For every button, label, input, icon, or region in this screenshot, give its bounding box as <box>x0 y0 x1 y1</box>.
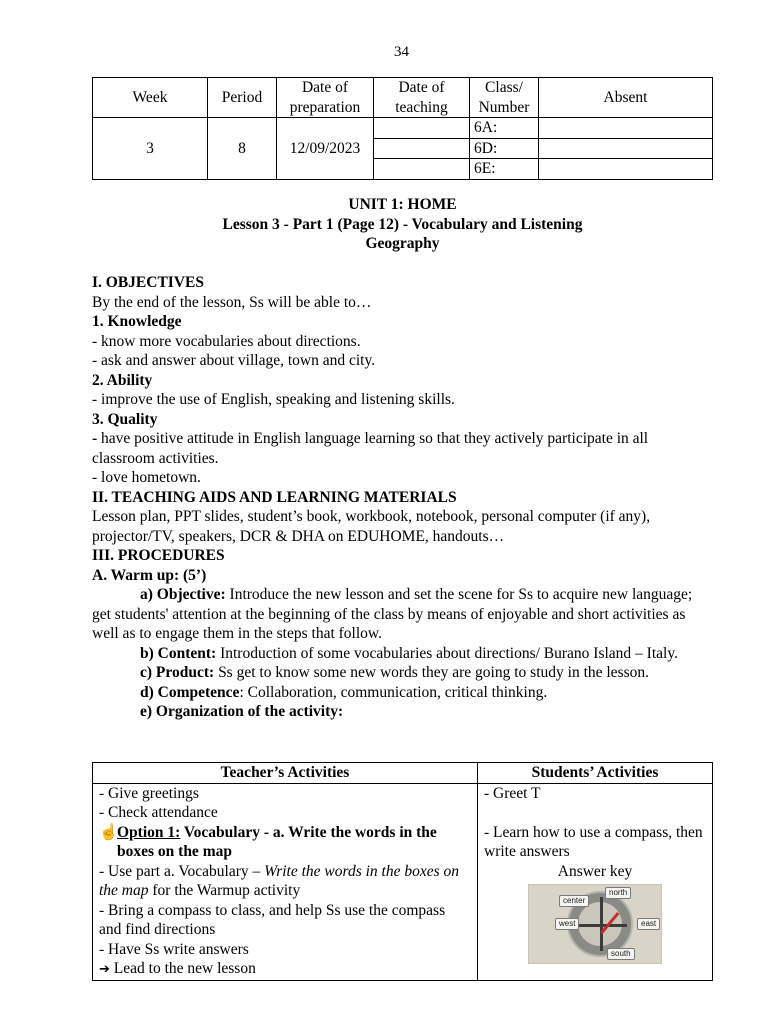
objectives-heading: I. OBJECTIVES <box>92 274 204 291</box>
organization-heading: e) Organization of the activity: <box>140 703 344 720</box>
date-teaching-header: Date of teaching <box>374 78 470 118</box>
absent-cell <box>539 118 713 139</box>
lesson-body <box>92 273 714 722</box>
quality-item: - love hometown. <box>92 469 201 486</box>
week-value: 3 <box>93 118 208 180</box>
right-arrow-icon: ➔ <box>99 962 110 977</box>
teacher-activities-cell <box>93 783 478 980</box>
compass-label-south: south <box>607 948 635 960</box>
class-cell: 6D: <box>470 138 539 159</box>
teaching-aids-heading: II. TEACHING AIDS AND LEARNING MATERIALS <box>92 488 457 506</box>
lesson-title-block <box>92 195 713 254</box>
class-number-header: Class/ Number <box>470 78 539 118</box>
absent-header: Absent <box>539 78 713 118</box>
date-preparation-header: Date of preparation <box>277 78 374 118</box>
compass-label-west: west <box>555 918 579 930</box>
student-activities-cell <box>478 783 713 980</box>
unit-title: UNIT 1: HOME <box>348 196 457 213</box>
warmup-heading: A. Warm up: (5’) <box>92 566 207 584</box>
teacher-line: - Use part a. Vocabulary – Write the words in the boxes on the map for the Warmup activity <box>99 862 460 899</box>
objectives-intro: By the end of the lesson, Ss will be able to… <box>92 293 372 311</box>
date-teaching-cell <box>374 118 470 139</box>
knowledge-item: - know more vocabularies about directions. <box>92 332 361 350</box>
content-paragraph: b) Content: Introduction of some vocabularies about directions/ Burano Island – Italy. <box>140 644 678 662</box>
compass-label-east: east <box>637 918 660 930</box>
date-teaching-cell <box>374 159 470 180</box>
period-header: Period <box>208 78 277 118</box>
class-cell: 6A: <box>470 118 539 139</box>
page-number: 34 <box>394 44 409 60</box>
knowledge-heading: 1. Knowledge <box>92 313 182 330</box>
quality-item: - have positive attitude in English language learning so that they actively participate in all classroom activities. <box>92 430 649 467</box>
option-1-heading: ☝Option 1: Vocabulary - a. Write the words in the boxes on the map <box>99 823 437 860</box>
topic-title: Geography <box>365 235 440 252</box>
date-preparation-value: 12/09/2023 <box>277 118 374 180</box>
student-line: - Learn how to use a compass, then write answers <box>484 823 703 860</box>
lesson-info-table <box>92 77 713 180</box>
quality-heading: 3. Quality <box>92 410 158 428</box>
competence-paragraph: d) Competence: Collaboration, communication, critical thinking. <box>140 683 548 701</box>
teacher-line: ➔ Lead to the new lesson <box>99 960 256 977</box>
answer-key-label: Answer key <box>557 862 633 880</box>
compass-label-north: north <box>605 887 631 899</box>
ability-item: - improve the use of English, speaking and listening skills. <box>92 391 455 408</box>
lesson-title: Lesson 3 - Part 1 (Page 12) - Vocabulary and Listening <box>222 215 583 233</box>
date-teaching-cell <box>374 138 470 159</box>
teaching-aids-text: Lesson plan, PPT slides, student’s book, workbook, notebook, personal computer (if any), projector/TV, speakers, DCR & DHA on EDUHOME, handouts… <box>92 508 651 545</box>
teacher-line: - Give greetings <box>99 784 199 802</box>
pointing-hand-icon: ☝ <box>99 823 119 841</box>
teacher-line: - Check attendance <box>99 804 218 821</box>
procedures-heading: III. PROCEDURES <box>92 547 225 564</box>
absent-cell <box>539 138 713 159</box>
compass-label-center: center <box>559 895 589 907</box>
student-activities-header: Students’ Activities <box>478 763 713 784</box>
class-cell: 6E: <box>470 159 539 180</box>
teacher-activities-header: Teacher’s Activities <box>93 763 478 784</box>
objective-paragraph: a) Objective: Introduce the new lesson and set the scene for Ss to acquire new language; get students' attention at the beginning of the class by means of enjoyable and short activities as well as to engage them in the steps that follow. <box>92 586 693 642</box>
activities-table <box>92 762 713 981</box>
compass-answer-image <box>528 884 662 964</box>
product-paragraph: c) Product: Ss get to know some new words they are going to study in the lesson. <box>140 664 650 681</box>
absent-cell <box>539 159 713 180</box>
week-header: Week <box>93 78 208 118</box>
ability-heading: 2. Ability <box>92 371 153 389</box>
knowledge-item: - ask and answer about village, town and city. <box>92 352 376 369</box>
period-value: 8 <box>208 118 277 180</box>
teacher-line: - Have Ss write answers <box>99 940 249 958</box>
teacher-line: - Bring a compass to class, and help Ss use the compass and find directions <box>99 901 446 938</box>
student-line: - Greet T <box>484 784 541 802</box>
